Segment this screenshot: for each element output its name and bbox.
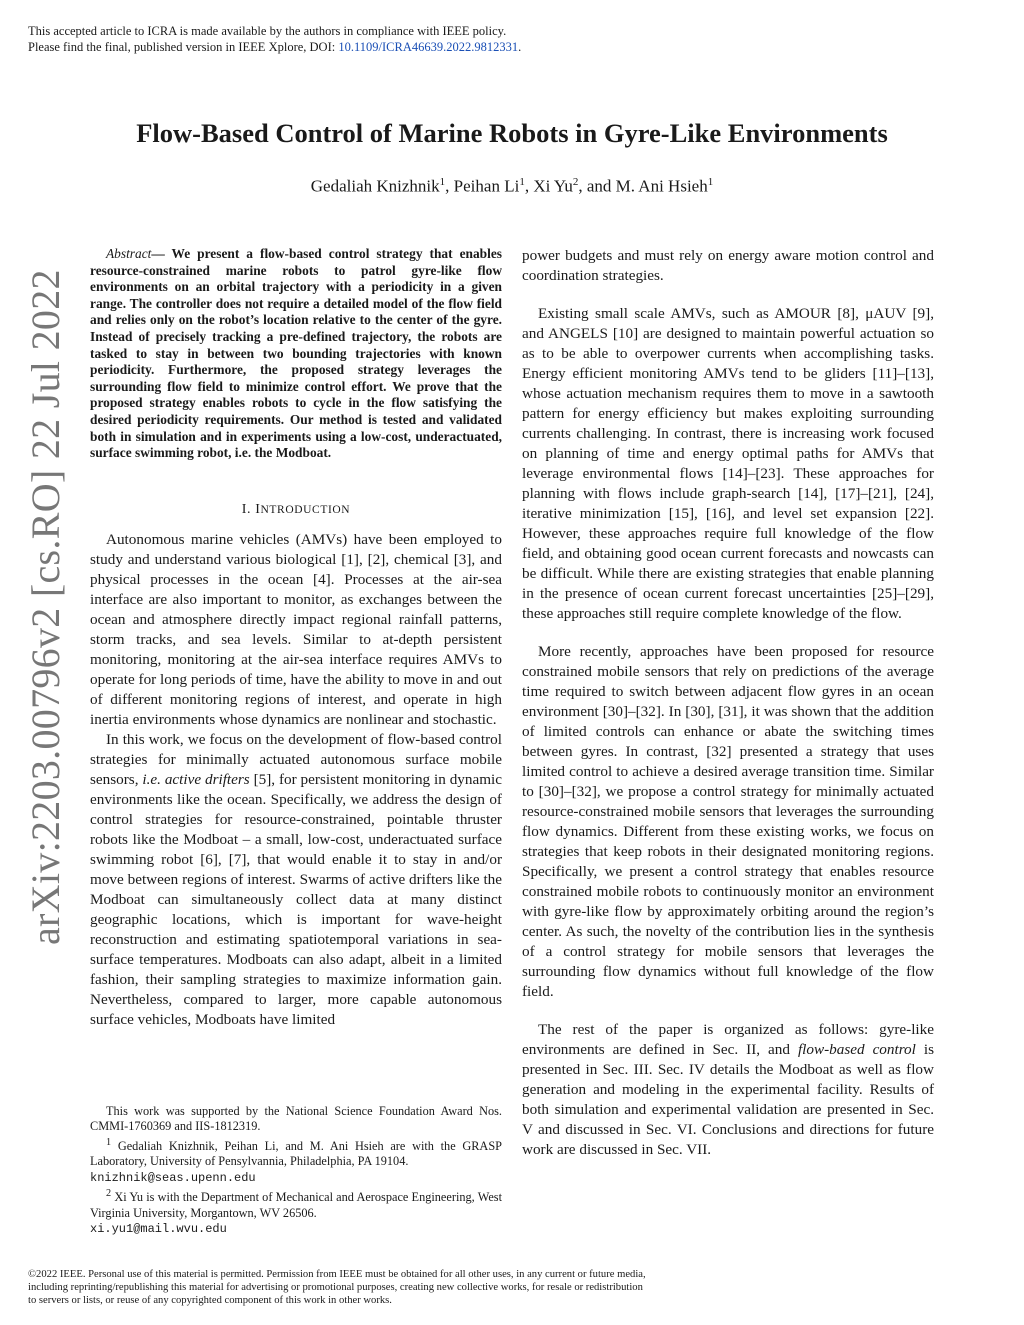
footnote-funding: This work was supported by the National Science Foundation Award Nos. CMMI-1760369 and IIS-1812319. [90, 1104, 502, 1134]
intro-paragraph-5 [522, 1020, 934, 1160]
author-name: , and M. Ani Hsieh [578, 176, 708, 196]
section-numeral: I. [241, 501, 256, 517]
email-address: knizhnik@seas.upenn.edu [90, 1170, 256, 1185]
paragraph-text: [5], for persistent monitoring in dynamic environments like the ocean. Specifically, we address the design of control strategies for resource-constrained, pointable thruster robots like the Modboat – a small, low-cost, underactuated surface swimming robot [6], [7], that would enable it to stay in and/or move between regions of interest. Swarms of active drifters like the Modboat can simultaneously collect data at many distinct geographic locations, which is important for wave-height reconstruction and estimating spatiotemporal variations in sea-surface temperatures. Modboats can also adapt, albeit in a limited fashion, their sampling strategies to maximize information gain. Nevertheless, compared to larger, more capable autonomous surface vehicles, Modboats have limited [90, 770, 503, 1028]
section-title-rest: NTRODUCTION [260, 503, 351, 516]
author-name: , Peihan Li [445, 176, 520, 196]
affiliation-mark: 1 [707, 176, 714, 188]
footnote-mark: 1 [106, 1136, 112, 1148]
footnote-affiliation-2 [90, 1186, 502, 1237]
intro-paragraph-3: Existing small scale AMVs, such as AMOUR [8], μAUV [9], and ANGELS [10] are designed to maintain powerful actuation so as to be able to overpower currents when accomplishing tasks. Energy efficient monitoring AMVs tend to be gliders [11]–[13], whose actuation mechanism requires them to move in a sawtooth pattern for energy efficiency but makes exploiting surrounding currents challenging. In contrast, there is increasing work focused on planning of time and energy optimal paths for AMVs that leverage environmental flows [14]–[23]. These approaches for planning with flows include graph-search [14], [17]–[21], [24], iterative minimization [15], [16], and level set expansion [22]. However, these approaches require full knowledge of the flow field, and obtaining good ocean current forecasts and nowcasts can be difficult. While there are existing strategies that enable planning in the presence of ocean current forecast uncertainties [25]–[29], these approaches still require complete knowledge of the flow. [522, 305, 934, 622]
doi-link[interactable]: 10.1109/ICRA46639.2022.9812331 [338, 39, 519, 54]
copyright-line-3: to servers or lists, or reuse of any copyrighted component of this work in other works. [28, 1295, 392, 1306]
intro-paragraph-2 [90, 730, 502, 1030]
copyright-notice [28, 1268, 646, 1307]
intro-paragraph-continued: power budgets and must rely on energy aware motion control and coordination strategies. [522, 247, 934, 284]
abstract-label: Abstract [106, 246, 152, 261]
publication-notice [28, 24, 521, 55]
section-heading-introduction [90, 500, 502, 520]
footnote-mark: 2 [106, 1188, 112, 1200]
copyright-line-2: including reprinting/republishing this material for advertising or promotional purposes, creating new collective works, for resale or redistribution [28, 1282, 643, 1293]
notice-line-2 [28, 40, 521, 56]
right-column [522, 246, 934, 1160]
section-initial: I [255, 501, 261, 517]
notice-suffix: . [518, 39, 522, 54]
affiliation-mark: 1 [439, 176, 446, 188]
author-name: Gedaliah Knizhnik [310, 176, 440, 196]
email-address: xi.yu1@mail.wvu.edu [90, 1222, 227, 1237]
italic-term: i.e. active drifters [142, 770, 250, 788]
abstract [90, 246, 502, 462]
left-column [90, 246, 502, 1030]
author-list [0, 176, 1024, 197]
affiliation-mark: 2 [572, 176, 579, 188]
affiliation-mark: 1 [519, 176, 525, 188]
paragraph-text: is presented in Sec. III. Sec. IV details the Modboat as well as flow generation and modeling in the experimental facility. Results of both simulation and experimental validation are presented in Sec. V and discussed in Sec. VI. Conclusions and directions for future work are discussed in Sec. VII. [522, 1041, 934, 1158]
paragraph-text: In this work, we focus on the development of flow-based control strategies for minimally actuated autonomous surface mobile sensors, [90, 730, 502, 788]
notice-line-1: This accepted article to ICRA is made available by the authors in compliance with IEEE policy. [28, 24, 507, 38]
footnotes [90, 1104, 502, 1237]
footnote-text: Gedaliah Knizhnik, Peihan Li, and M. Ani Hsieh are with the GRASP Laboratory, University of Pensylvannia, Philadelphia, PA 19104. [90, 1138, 502, 1169]
paragraph-text: The rest of the paper is organized as follows: gyre-like environments are defined in Sec. II, and [522, 1021, 934, 1058]
intro-paragraph-4: More recently, approaches have been proposed for resource constrained mobile sensors that rely on predictions of the average time required to switch between adjacent flow gyres in an ocean environment [30]–[32]. In [30], [31], it was shown that the addition of limited controls can enhance or abate the switching times between gyres. In contrast, [32] presented a strategy that uses limited control to achieve a desired average transition time. Similar to [30]–[32], we propose a control strategy for minimally actuated resource-constrained mobile sensors that leverages the surrounding flow dynamics. Different from these existing works, we focus on strategies that keep robots in their designated monitoring regions. Specifically, we present a control strategy that enables resource constrained mobile robots to continuously monitor an environment with gyre-like flow by approximately orbiting around the region’s center. As such, the novelty of the contribution lies in the synthesis of a control strategy for mobile sensors that leverages the surrounding flow dynamics without full knowledge of the flow field. [522, 643, 934, 1000]
notice-prefix: Please find the final, published version in IEEE Xplore, DOI: [28, 39, 339, 54]
footnote-affiliation-1 [90, 1135, 502, 1186]
abstract-text: — We present a flow-based control strategy that enables resource-constrained marine robots to patrol gyre-like flow environments on an orbital trajectory with a periodicity in a given range. The controller does not require a detailed model of the flow field and relies only on the robot’s location relative to the center of the gyre. Instead of precisely tracking a pre-defined trajectory, the robots are tasked to stay in between two bounding trajectories with known periodicity. Furthermore, the proposed strategy leverages the surrounding flow field to minimize control effort. We prove that the proposed strategy enables robots to cycle in the flow satisfying the desired periodicity requirements. Our method is tested and validated both in simulation and in experiments using a low-cost, underactuated, surface swimming robot, i.e. the Modboat. [90, 246, 502, 461]
italic-term: flow-based control [797, 1041, 916, 1058]
author-name: , Xi Yu [524, 176, 573, 196]
footnote-text: Xi Yu is with the Department of Mechanical and Aerospace Engineering, West Virginia University, Morgantown, WV 26506. [90, 1190, 502, 1220]
copyright-line-1: ©2022 IEEE. Personal use of this material is permitted. Permission from IEEE must be obtained for all other uses, in any current or future media, [28, 1269, 646, 1280]
intro-paragraph-1: Autonomous marine vehicles (AMVs) have been employed to study and understand various biological [1], [2], chemical [3], and physical processes in the ocean [4]. Processes at the air-sea interface are also important to monitor, as exchanges between the ocean and atmosphere directly impact regional rainfall patterns, storm tracks, and sea levels. Similar to at-depth persistent monitoring, monitoring at the air-sea interface requires AMVs to operate for long periods of time, have the ability to move in and out of different monitoring regions of interest, and operate in high inertia environments whose dynamics are nonlinear and stochastic. [90, 530, 502, 728]
paper-title: Flow-Based Control of Marine Robots in Gyre-Like Environments [136, 118, 888, 148]
arxiv-stamp: arXiv:2203.00796v2 [cs.RO] 22 Jul 2022 [23, 269, 68, 945]
